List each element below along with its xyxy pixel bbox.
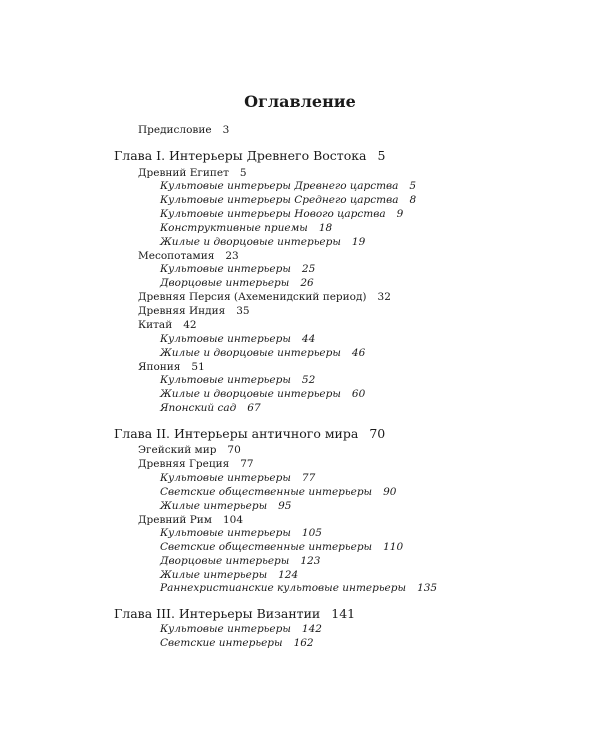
toc-page-number: 5 [409,180,417,192]
toc-entry [160,487,396,498]
toc-page-number: 70 [369,426,386,441]
toc-page-number: 25 [301,263,316,275]
toc-page-number: 67 [247,402,261,414]
toc-entry-title: Жилые интерьеры [160,500,268,512]
toc-page-number: 90 [383,486,397,498]
toc-entry-title: Эгейский мир [138,444,217,456]
toc-entry-title: Конструктивные приемы [160,222,308,234]
toc-page-number: 77 [240,458,254,470]
toc-entry [160,348,365,359]
toc-entry [160,403,261,414]
toc-entry-title: Жилые интерьеры [160,569,268,581]
toc-page-number: 18 [318,222,333,234]
toc-entry-title: Древняя Индия [138,305,226,317]
toc-entry [138,125,229,136]
toc-entry [138,459,254,470]
toc-page-number: 135 [417,582,438,594]
toc-page-number: 162 [293,637,314,649]
toc-entry [138,515,243,526]
toc-page-number: 9 [396,208,404,220]
toc-entry-title: Древний Египет [138,167,229,179]
toc-page-number: 141 [331,606,356,621]
toc-entry [160,389,365,400]
toc-chapter [114,428,385,441]
toc-entry [160,542,403,553]
toc-page-number: 19 [351,236,366,248]
toc-page-number: 142 [301,623,322,635]
toc-page-number: 42 [183,319,197,331]
toc-entry-title: Культовые интерьеры Нового царства [160,208,386,220]
toc-chapter [114,150,385,163]
toc-entry-title: Месопотамия [138,250,215,262]
toc-entry [160,264,315,275]
toc-entry-title: Древний Рим [138,514,212,526]
toc-page-number: 44 [301,333,316,345]
toc-entry [160,375,315,386]
toc-page-number: 60 [351,388,366,400]
toc-entry [138,251,239,262]
toc-entry-title: Глава I. Интерьеры Древнего Востока [114,148,367,163]
toc-entry-title: Культовые интерьеры [160,623,291,635]
toc-chapter [114,608,355,621]
toc-entry-title: Культовые интерьеры [160,472,291,484]
toc-entry-title: Культовые интерьеры [160,263,291,275]
toc-entry-title: Раннехристианские культовые интерьеры [160,582,407,594]
toc-entry [160,570,298,581]
toc-page-number: 51 [191,361,205,373]
toc-entry-title: Япония [138,361,181,373]
toc-page-number: 124 [278,569,299,581]
toc-entry-title: Китай [138,319,173,331]
toc-page-number: 26 [300,277,314,289]
toc-page-number: 104 [222,514,243,526]
toc-entry-title: Жилые и дворцовые интерьеры [160,236,341,248]
toc-entry-title: Культовые интерьеры [160,333,291,345]
toc-page-number: 77 [301,472,316,484]
toc-entry [138,292,391,303]
toc-entry [138,306,250,317]
toc-entry-title: Предисловие [138,124,212,136]
toc-entry-title: Культовые интерьеры [160,374,291,386]
toc-entry [160,556,320,567]
toc-page-number: 3 [222,124,230,136]
toc-entry [160,209,403,220]
toc-entry [138,320,197,331]
toc-page-number: 32 [377,291,391,303]
toc-entry-title: Культовые интерьеры [160,527,291,539]
toc-entry [160,334,315,345]
toc-entry [160,473,315,484]
toc-entry-title: Светские интерьеры [160,637,283,649]
toc-entry [160,624,322,635]
toc-page-number: 8 [409,194,417,206]
toc-entry-title: Дворцовые интерьеры [160,277,290,289]
toc-entry [138,445,241,456]
toc-page-number: 105 [301,527,322,539]
toc-page-number: 70 [227,444,241,456]
toc-entry [160,638,314,649]
toc-entry-title: Японский сад [160,402,237,414]
toc-entry [160,501,292,512]
toc-entry-title: Культовые интерьеры Древнего царства [160,180,399,192]
toc-page-number: 5 [377,148,386,163]
toc-entry [138,362,205,373]
toc-page-number: 123 [300,555,321,567]
toc-entry [160,278,314,289]
toc-entry-title: Культовые интерьеры Среднего царства [160,194,399,206]
page-title: Оглавление [244,92,356,111]
toc-entry [160,181,416,192]
toc-page-number: 23 [225,250,239,262]
toc-entry [160,237,365,248]
toc-entry [160,223,332,234]
toc-entry-title: Глава III. Интерьеры Византии [114,606,321,621]
toc-entry [138,168,247,179]
toc-entry [160,195,416,206]
toc-entry-title: Светские общественные интерьеры [160,541,373,553]
toc-entry [160,583,437,594]
toc-page-number: 110 [383,541,404,553]
toc-entry-title: Дворцовые интерьеры [160,555,290,567]
toc-entry [160,528,322,539]
toc-entry-title: Древняя Греция [138,458,230,470]
toc-page-number: 95 [278,500,292,512]
toc-entry-title: Древняя Персия (Ахеменидский период) [138,291,367,303]
toc-page-number: 46 [351,347,366,359]
toc-entry-title: Глава II. Интерьеры античного мира [114,426,359,441]
toc-page-number: 52 [301,374,316,386]
toc-entry-title: Жилые и дворцовые интерьеры [160,388,341,400]
toc-page-number: 35 [236,305,250,317]
toc-page-number: 5 [239,167,247,179]
toc-entry-title: Жилые и дворцовые интерьеры [160,347,341,359]
toc-entry-title: Светские общественные интерьеры [160,486,373,498]
